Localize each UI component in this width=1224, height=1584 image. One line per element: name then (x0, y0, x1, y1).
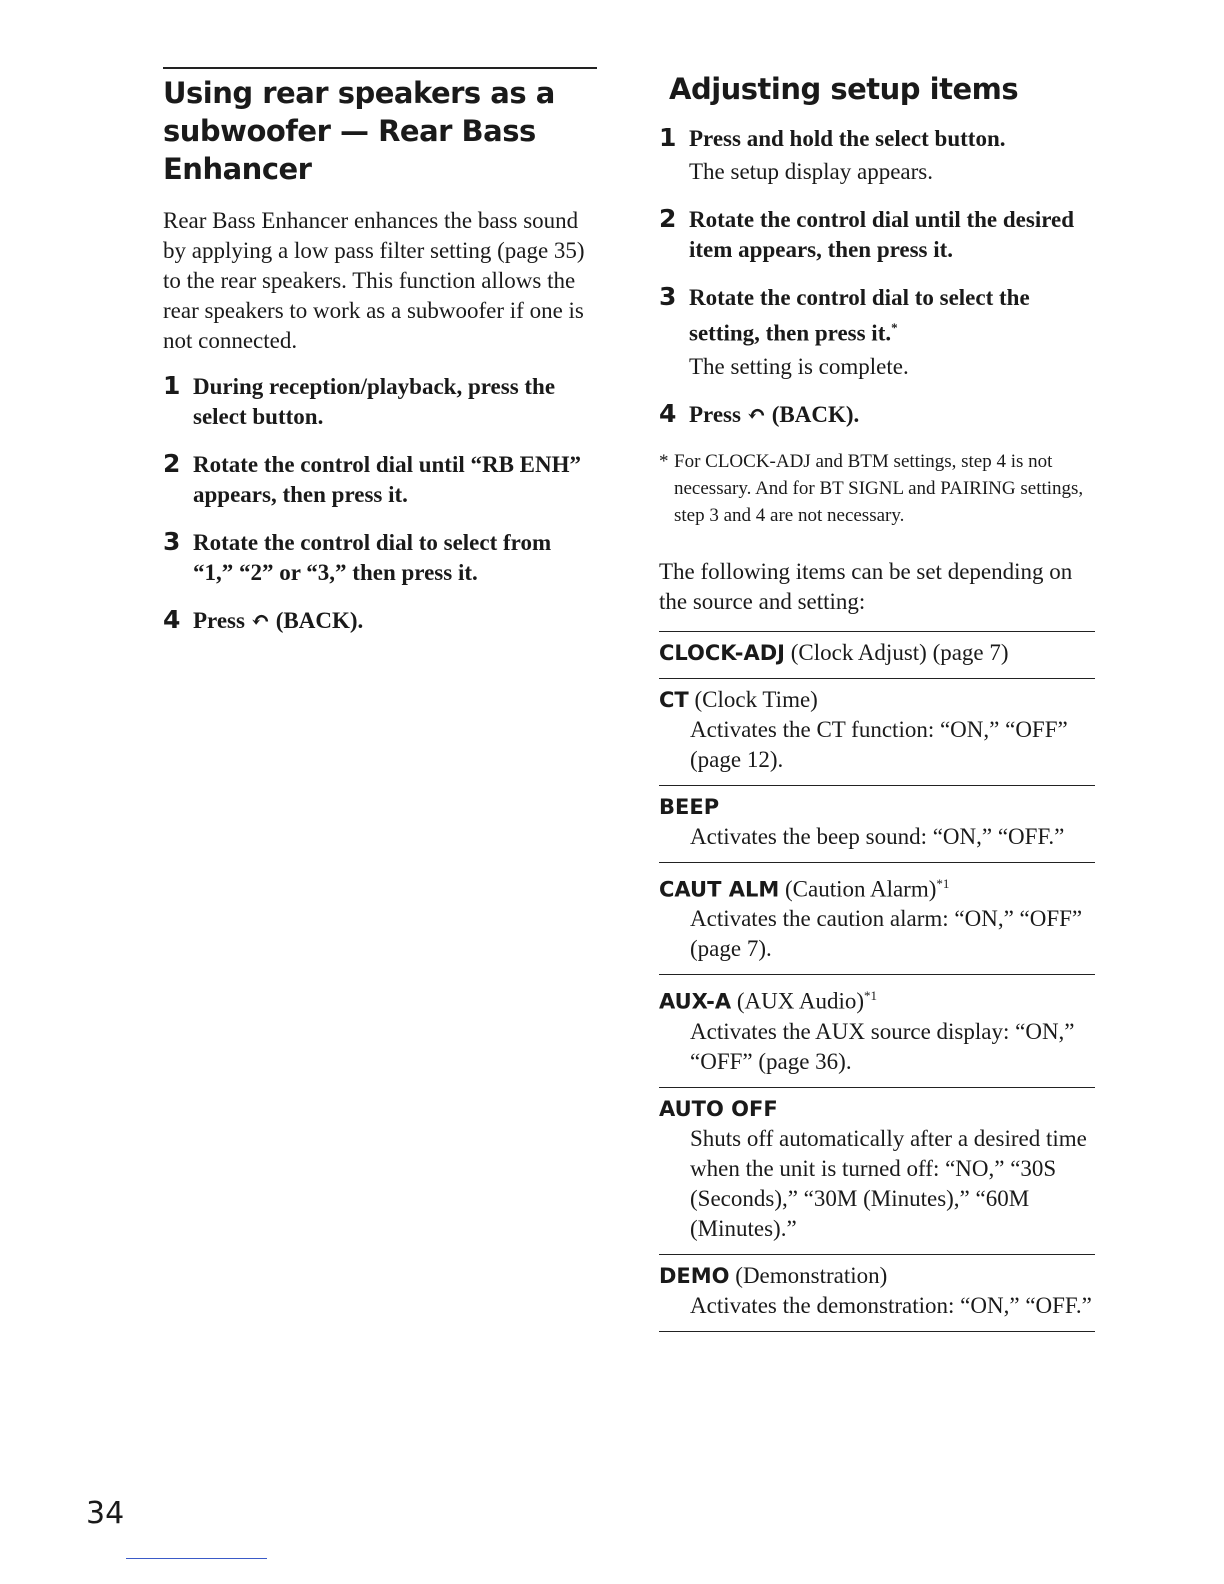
step-number: 2 (659, 204, 677, 233)
step-number: 2 (163, 449, 181, 478)
step-number: 4 (163, 605, 181, 634)
setup-items-intro: The following items can be set depending on the source and setting: (659, 558, 1073, 614)
back-icon: ↶ (250, 608, 270, 633)
step-press-label: Press (689, 401, 741, 427)
left-steps (163, 372, 597, 636)
section-rule (163, 67, 597, 69)
setup-item-label: (Clock Adjust) (page 7) (790, 639, 1009, 665)
setup-item (659, 631, 1095, 678)
setup-item-label: (Caution Alarm) (785, 876, 937, 902)
setup-item-desc: Activates the beep sound: “ON,” “OFF.” (690, 823, 1065, 849)
step (163, 606, 597, 636)
step (659, 205, 1095, 265)
footnote (659, 448, 1095, 529)
setup-item-label: (AUX Audio) (736, 988, 864, 1014)
step-back-label: (BACK). (275, 608, 364, 633)
page-number: 34 (86, 1496, 125, 1531)
step-text: Rotate the control dial to select from “1,” “2” or “3,” then press it. (193, 530, 552, 585)
setup-item (659, 678, 1095, 785)
setup-item (659, 1254, 1095, 1331)
step (163, 450, 597, 510)
footnote-ref: *1 (936, 875, 950, 891)
rear-bass-enhancer-intro: Rear Bass Enhancer enhances the bass sound by applying a low pass filter setting (page 35) to the rear speakers. This function allows the rear speakers to work as a subwoofer if one is not connected. (163, 208, 585, 353)
setup-item (659, 862, 1095, 975)
setup-item-head (659, 1261, 1095, 1291)
step (659, 124, 1095, 187)
left-column (163, 67, 597, 654)
right-column (659, 67, 1095, 1332)
step-text (193, 606, 597, 636)
setup-item-label: (Demonstration) (735, 1262, 888, 1288)
step (659, 400, 1095, 430)
setup-item-key: BEEP (659, 794, 720, 819)
setup-item (659, 1087, 1095, 1254)
step (163, 372, 597, 432)
setup-item-desc: Activates the demonstration: “ON,” “OFF.” (690, 1292, 1092, 1318)
setup-item-key: CLOCK-ADJ (659, 640, 785, 665)
step-number: 3 (659, 282, 677, 311)
back-icon: ↶ (746, 401, 766, 427)
setup-item-desc: Activates the caution alarm: “ON,” “OFF” (page 7). (690, 906, 1083, 962)
setup-item (659, 785, 1095, 862)
footnote-ref: * (891, 320, 898, 335)
setup-item-desc: Shuts off automatically after a desired time when the unit is turned off: “NO,” “30S (Seconds),” “30M (Minutes),” “60M (Minutes).” (690, 1125, 1087, 1241)
setup-item-desc: Activates the CT function: “ON,” “OFF” (page 12). (690, 716, 1068, 772)
footnote-mark: * (659, 450, 669, 472)
bottom-rule (126, 1558, 267, 1559)
list-end-rule (659, 1331, 1095, 1332)
step-text (689, 400, 1095, 430)
rear-bass-enhancer-title: Using rear speakers as a subwoofer — Rear Bass Enhancer (163, 76, 555, 186)
footnote-text: For CLOCK-ADJ and BTM settings, step 4 is not necessary. And for BT SIGNL and PAIRING settings, step 3 and 4 are not necessary. (674, 450, 1084, 526)
setup-item-head (659, 869, 1095, 905)
setup-item-head (659, 1094, 1095, 1124)
step-result: The setting is complete. (689, 353, 909, 379)
step-result: The setup display appears. (689, 159, 933, 184)
setup-item-key: CAUT ALM (659, 877, 780, 902)
footnote-ref: *1 (864, 988, 877, 1004)
setup-item-key: CT (659, 687, 689, 712)
setup-item-key: DEMO (659, 1263, 730, 1288)
step-text: Rotate the control dial until the desired item appears, then press it. (689, 207, 1075, 262)
right-steps (659, 124, 1095, 430)
step-text: Rotate the control dial until “RB ENH” appears, then press it. (193, 452, 582, 507)
step (163, 528, 597, 588)
setup-item-desc: Activates the AUX source display: “ON,” “OFF” (page 36). (690, 1018, 1075, 1074)
step-number: 1 (659, 123, 677, 152)
setup-item-head (659, 792, 1095, 822)
setup-item-key: AUX-A (659, 989, 732, 1014)
step-press-label: Press (193, 608, 245, 633)
step-number: 1 (163, 371, 181, 400)
setup-item-label: (Clock Time) (694, 686, 818, 712)
step-number: 3 (163, 527, 181, 556)
step-text: Press and hold the select button. (689, 126, 1006, 151)
step-back-label: (BACK). (771, 401, 860, 427)
setup-item-head (659, 685, 1095, 715)
step-text-main: Rotate the control dial to select the setting, then press it. (689, 285, 1030, 346)
setup-item (659, 974, 1095, 1087)
step-text (689, 283, 1095, 349)
setup-item-key: AUTO OFF (659, 1096, 778, 1121)
step (659, 283, 1095, 382)
setup-item-head (659, 981, 1095, 1017)
setup-item-head (659, 638, 1095, 668)
step-number: 4 (659, 398, 677, 428)
step-text: During reception/playback, press the select button. (193, 374, 556, 429)
setup-items-list (659, 631, 1095, 1332)
adjusting-setup-items-title: Adjusting setup items (669, 72, 1019, 106)
